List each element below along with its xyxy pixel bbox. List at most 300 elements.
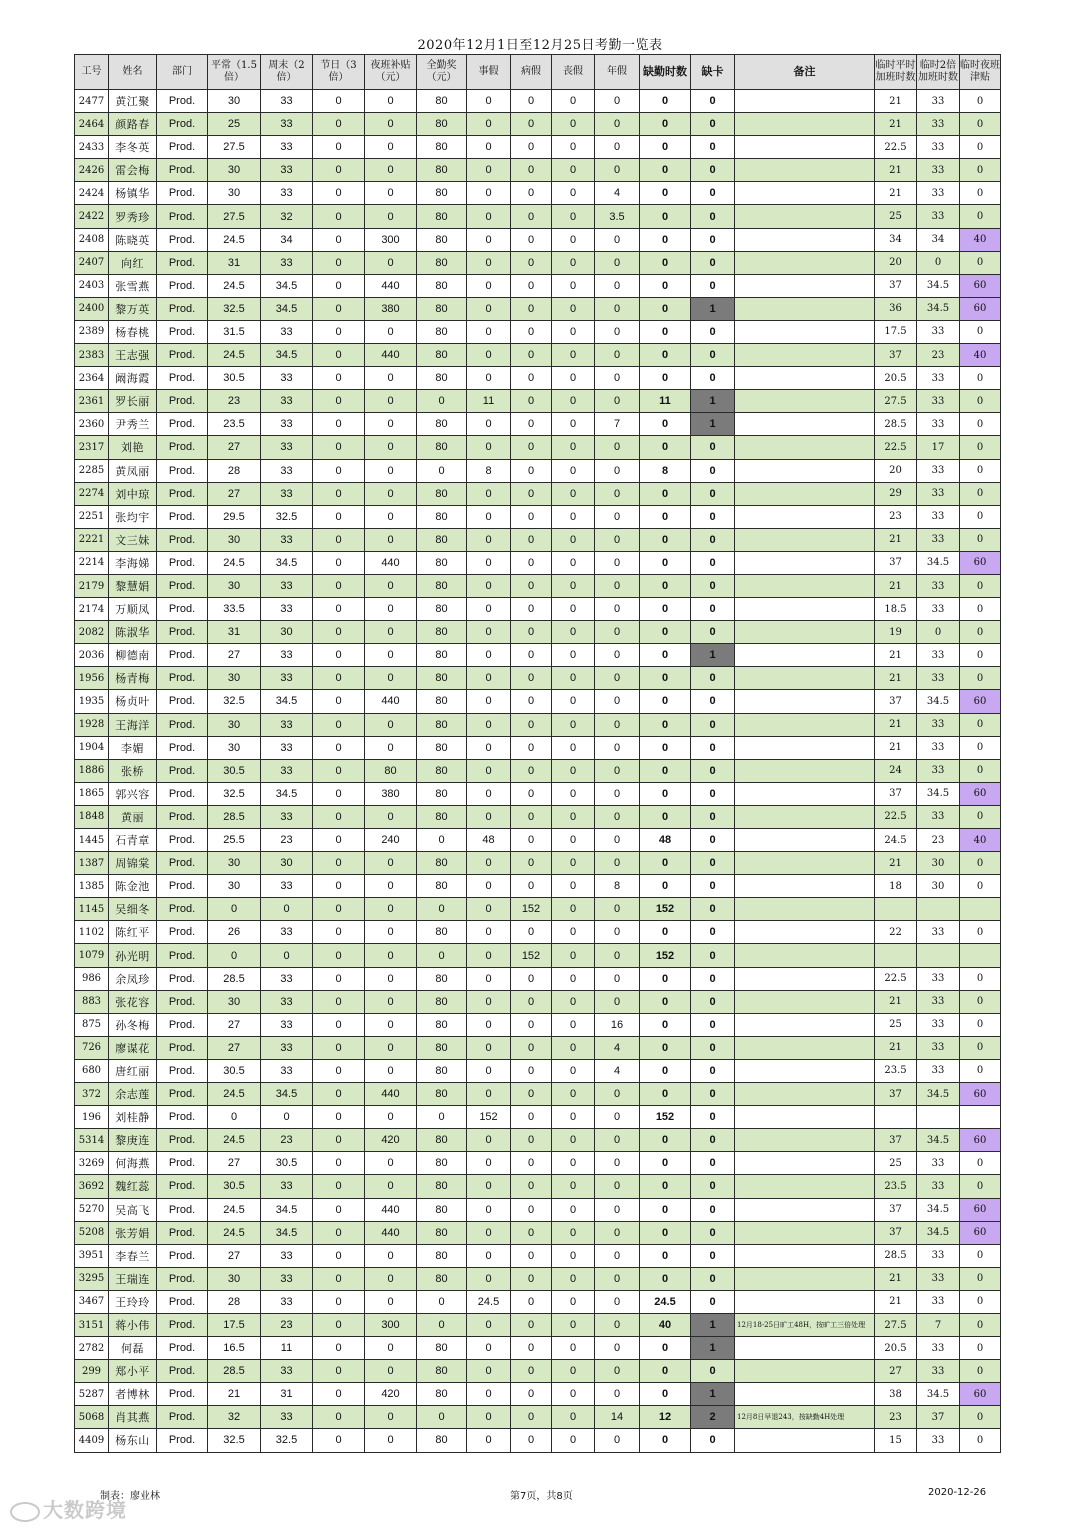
table-cell: 魏红蕊 <box>109 1175 157 1198</box>
table-row <box>75 413 1001 436</box>
table-cell: 0 <box>552 1244 595 1267</box>
table-cell: 0 <box>691 182 735 205</box>
table-cell: 0 <box>511 1198 552 1221</box>
table-cell: 0 <box>313 113 365 136</box>
table-cell <box>875 944 917 967</box>
table-cell <box>735 482 875 505</box>
table-cell: 0 <box>691 205 735 228</box>
table-cell: 0 <box>261 944 313 967</box>
table-row <box>75 759 1001 782</box>
table-cell: 0 <box>313 1267 365 1290</box>
table-cell: Prod. <box>157 621 208 644</box>
table-cell: 60 <box>960 1383 1001 1406</box>
table-cell: 875 <box>75 1013 109 1036</box>
table-cell: 23 <box>261 1313 313 1336</box>
table-cell: 0 <box>960 736 1001 759</box>
table-cell: 30 <box>208 990 261 1013</box>
table-cell: 罗秀珍 <box>109 205 157 228</box>
table-cell: 34.5 <box>917 297 960 320</box>
table-cell <box>735 1267 875 1290</box>
table-cell: 30.5 <box>261 1152 313 1175</box>
table-cell: 王志强 <box>109 344 157 367</box>
table-cell: 16 <box>595 1013 640 1036</box>
table-cell: 0 <box>467 667 511 690</box>
table-cell: 0 <box>960 805 1001 828</box>
table-cell: 0 <box>467 297 511 320</box>
table-cell: 33 <box>917 967 960 990</box>
table-cell: 黄凤丽 <box>109 459 157 482</box>
table-cell: 5287 <box>75 1383 109 1406</box>
table-cell: 0 <box>960 667 1001 690</box>
table-cell: 80 <box>417 1129 467 1152</box>
table-cell: 33 <box>261 667 313 690</box>
table-cell: 0 <box>552 852 595 875</box>
table-cell: 152 <box>640 898 691 921</box>
table-cell: 80 <box>417 228 467 251</box>
table-cell: 2424 <box>75 182 109 205</box>
table-cell: 80 <box>417 690 467 713</box>
table-cell: 25 <box>875 1152 917 1175</box>
table-cell <box>735 182 875 205</box>
table-cell: 0 <box>691 1290 735 1313</box>
table-cell: 30 <box>208 159 261 182</box>
table-cell: 440 <box>365 274 417 297</box>
table-cell: 1 <box>691 1337 735 1360</box>
table-cell: 0 <box>313 228 365 251</box>
table-cell: 0 <box>467 1267 511 1290</box>
table-cell: Prod. <box>157 829 208 852</box>
table-cell: 0 <box>640 1221 691 1244</box>
table-cell: 17 <box>917 436 960 459</box>
table-cell: 0 <box>467 1221 511 1244</box>
table-cell: 33 <box>261 436 313 459</box>
table-cell: 0 <box>511 1244 552 1267</box>
table-cell: 0 <box>467 1083 511 1106</box>
table-cell: 1102 <box>75 921 109 944</box>
table-cell: 21 <box>875 713 917 736</box>
footer-date: 2020-12-26 <box>928 1487 987 1498</box>
table-cell: 孙光明 <box>109 944 157 967</box>
table-cell <box>735 829 875 852</box>
table-cell: 33 <box>917 528 960 551</box>
table-cell: Prod. <box>157 736 208 759</box>
table-row <box>75 1290 1001 1313</box>
table-cell <box>735 1013 875 1036</box>
table-cell: 24.5 <box>208 274 261 297</box>
table-cell: 0 <box>691 921 735 944</box>
table-cell <box>735 251 875 274</box>
table-cell: 33 <box>917 736 960 759</box>
table-cell: 0 <box>511 113 552 136</box>
table-cell: 27.5 <box>875 1313 917 1336</box>
table-cell: 0 <box>467 1406 511 1429</box>
table-cell: 2274 <box>75 482 109 505</box>
table-row <box>75 967 1001 990</box>
table-cell: 1 <box>691 390 735 413</box>
table-cell: 2426 <box>75 159 109 182</box>
table-cell: 5270 <box>75 1198 109 1221</box>
table-cell: 万顺凤 <box>109 598 157 621</box>
table-cell: 0 <box>552 759 595 782</box>
table-cell: 0 <box>467 528 511 551</box>
table-cell: 0 <box>365 436 417 459</box>
table-cell: 34.5 <box>261 1198 313 1221</box>
table-cell: 0 <box>467 274 511 297</box>
table-cell: 0 <box>467 1429 511 1452</box>
table-cell: 33 <box>917 1360 960 1383</box>
table-cell: 0 <box>640 1129 691 1152</box>
table-cell: 0 <box>595 1313 640 1336</box>
table-cell: 0 <box>313 621 365 644</box>
table-cell: 420 <box>365 1129 417 1152</box>
table-cell: 0 <box>640 1429 691 1452</box>
table-cell: 33 <box>261 1059 313 1082</box>
table-cell: 1 <box>691 413 735 436</box>
table-cell: 27.5 <box>208 205 261 228</box>
table-cell: 60 <box>960 1129 1001 1152</box>
table-cell: Prod. <box>157 159 208 182</box>
table-cell: 2364 <box>75 367 109 390</box>
table-cell: 0 <box>365 505 417 528</box>
table-cell: 0 <box>552 829 595 852</box>
header-cell: 部门 <box>157 55 208 90</box>
table-cell: 33 <box>261 967 313 990</box>
table-cell: 0 <box>691 1106 735 1129</box>
table-cell: 0 <box>511 228 552 251</box>
table-cell: 60 <box>960 1083 1001 1106</box>
table-cell: 0 <box>640 805 691 828</box>
table-cell: 0 <box>691 621 735 644</box>
table-cell: 32.5 <box>261 505 313 528</box>
table-cell: 20.5 <box>875 1337 917 1360</box>
table-cell: 60 <box>960 551 1001 574</box>
table-cell: 0 <box>467 182 511 205</box>
table-cell <box>735 159 875 182</box>
table-cell: 33 <box>917 1013 960 1036</box>
table-cell: 0 <box>511 1290 552 1313</box>
table-cell: 33 <box>917 1175 960 1198</box>
table-cell: Prod. <box>157 1221 208 1244</box>
table-cell: 0 <box>595 852 640 875</box>
table-cell: 石青章 <box>109 829 157 852</box>
table-cell: 0 <box>691 898 735 921</box>
table-row <box>75 805 1001 828</box>
table-cell: 34.5 <box>261 1083 313 1106</box>
table-row <box>75 1383 1001 1406</box>
table-cell: 33 <box>261 182 313 205</box>
table-cell: 0 <box>640 1337 691 1360</box>
table-cell: 7 <box>917 1313 960 1336</box>
table-cell: 33 <box>261 136 313 159</box>
table-cell: 0 <box>552 320 595 343</box>
table-cell: 0 <box>313 644 365 667</box>
table-cell: 0 <box>365 1244 417 1267</box>
table-cell: Prod. <box>157 459 208 482</box>
table-row <box>75 1059 1001 1082</box>
table-cell: 0 <box>467 621 511 644</box>
table-cell: 80 <box>417 551 467 574</box>
table-cell: 2174 <box>75 598 109 621</box>
table-cell: 0 <box>595 898 640 921</box>
table-cell: 28.5 <box>208 967 261 990</box>
table-cell: 0 <box>552 1267 595 1290</box>
table-cell <box>735 736 875 759</box>
table-cell: Prod. <box>157 967 208 990</box>
table-cell: 299 <box>75 1360 109 1383</box>
table-cell: 0 <box>595 274 640 297</box>
header-cell: 临时平时加班时数 <box>875 55 917 90</box>
table-cell: Prod. <box>157 205 208 228</box>
table-cell: 0 <box>467 967 511 990</box>
table-cell: 0 <box>417 1313 467 1336</box>
table-cell: 0 <box>552 574 595 597</box>
table-row <box>75 1360 1001 1383</box>
table-cell: 80 <box>417 644 467 667</box>
table-cell: 24.5 <box>208 228 261 251</box>
table-cell: 吴高飞 <box>109 1198 157 1221</box>
table-cell: 30.5 <box>208 1175 261 1198</box>
table-cell: 0 <box>552 921 595 944</box>
table-cell: 0 <box>365 182 417 205</box>
table-cell: 何海燕 <box>109 1152 157 1175</box>
header-cell: 临时夜班津贴 <box>960 55 1001 90</box>
table-cell: 0 <box>417 390 467 413</box>
table-cell: 33 <box>261 1175 313 1198</box>
table-cell: 0 <box>552 528 595 551</box>
table-cell: 40 <box>960 829 1001 852</box>
table-cell: 30 <box>208 1267 261 1290</box>
table-cell: 0 <box>467 1129 511 1152</box>
table-cell: 0 <box>640 1083 691 1106</box>
table-cell: 张芳娟 <box>109 1221 157 1244</box>
table-cell: 29 <box>875 482 917 505</box>
table-cell: 0 <box>640 436 691 459</box>
table-cell: 30 <box>261 621 313 644</box>
table-cell: 0 <box>595 1360 640 1383</box>
table-cell: 33 <box>917 574 960 597</box>
table-cell: 152 <box>511 898 552 921</box>
table-cell: 80 <box>417 1360 467 1383</box>
table-cell: 1387 <box>75 852 109 875</box>
table-cell: 吴细冬 <box>109 898 157 921</box>
table-cell: 80 <box>417 1383 467 1406</box>
table-cell: 0 <box>960 1152 1001 1175</box>
table-cell: 0 <box>511 551 552 574</box>
table-cell: 0 <box>552 1313 595 1336</box>
table-cell: 33 <box>261 1360 313 1383</box>
table-cell <box>735 644 875 667</box>
table-cell: 0 <box>691 1244 735 1267</box>
table-cell: 0 <box>960 574 1001 597</box>
table-cell: 0 <box>313 182 365 205</box>
table-cell <box>735 875 875 898</box>
table-cell: 0 <box>691 1429 735 1452</box>
table-cell: 27 <box>875 1360 917 1383</box>
table-cell: 0 <box>511 1083 552 1106</box>
table-cell: 2179 <box>75 574 109 597</box>
table-cell: 0 <box>261 898 313 921</box>
table-cell: 240 <box>365 829 417 852</box>
table-cell: 0 <box>552 805 595 828</box>
table-cell: Prod. <box>157 320 208 343</box>
table-cell: 0 <box>691 875 735 898</box>
table-cell: 2477 <box>75 90 109 113</box>
table-cell: 440 <box>365 1198 417 1221</box>
table-cell: 0 <box>960 90 1001 113</box>
table-cell: 0 <box>552 898 595 921</box>
table-cell: 80 <box>417 159 467 182</box>
watermark-text: 大数跨境 <box>43 1498 127 1522</box>
table-cell: 0 <box>595 505 640 528</box>
table-cell: Prod. <box>157 1360 208 1383</box>
table-cell: 32.5 <box>208 782 261 805</box>
table-cell: 33 <box>261 482 313 505</box>
table-cell: 0 <box>960 367 1001 390</box>
table-cell: Prod. <box>157 436 208 459</box>
table-cell <box>735 1152 875 1175</box>
table-cell: 24.5 <box>208 344 261 367</box>
table-cell: 0 <box>691 598 735 621</box>
table-cell: Prod. <box>157 1129 208 1152</box>
table-row <box>75 1152 1001 1175</box>
table-row <box>75 852 1001 875</box>
header-cell: 丧假 <box>552 55 595 90</box>
table-cell: 0 <box>467 782 511 805</box>
table-cell: 0 <box>552 505 595 528</box>
table-cell: 0 <box>552 1429 595 1452</box>
table-cell: 0 <box>313 1013 365 1036</box>
table-cell: 152 <box>511 944 552 967</box>
table-cell: 0 <box>960 528 1001 551</box>
table-cell <box>735 297 875 320</box>
table-cell: 0 <box>313 136 365 159</box>
table-cell: 0 <box>691 1175 735 1198</box>
table-cell: 0 <box>960 990 1001 1013</box>
table-cell <box>735 274 875 297</box>
table-cell: 25 <box>875 1013 917 1036</box>
table-row <box>75 690 1001 713</box>
table-cell <box>735 136 875 159</box>
table-cell: 0 <box>511 644 552 667</box>
table-cell: 0 <box>511 1059 552 1082</box>
table-cell: 2036 <box>75 644 109 667</box>
table-cell: 27 <box>208 1244 261 1267</box>
table-cell: 0 <box>595 759 640 782</box>
table-cell: 80 <box>417 367 467 390</box>
table-cell: 80 <box>417 967 467 990</box>
table-cell: 22.5 <box>875 436 917 459</box>
table-cell: 80 <box>417 1429 467 1452</box>
table-cell: 0 <box>511 1129 552 1152</box>
table-cell: 40 <box>960 228 1001 251</box>
table-cell: 0 <box>691 367 735 390</box>
table-cell: 0 <box>691 852 735 875</box>
table-cell <box>735 90 875 113</box>
table-cell: 372 <box>75 1083 109 1106</box>
table-cell <box>960 944 1001 967</box>
table-cell: 80 <box>417 1198 467 1221</box>
table-cell <box>735 574 875 597</box>
table-cell: 0 <box>595 1198 640 1221</box>
table-cell: 0 <box>313 1429 365 1452</box>
table-cell: 80 <box>417 1244 467 1267</box>
table-cell: 0 <box>313 528 365 551</box>
table-cell: 0 <box>313 1083 365 1106</box>
table-cell: 0 <box>313 251 365 274</box>
table-cell: 0 <box>467 644 511 667</box>
table-cell: 0 <box>960 1244 1001 1267</box>
table-cell: 0 <box>640 528 691 551</box>
table-cell: 0 <box>467 1383 511 1406</box>
table-cell: 0 <box>467 136 511 159</box>
table-cell: 2221 <box>75 528 109 551</box>
table-cell: 0 <box>691 505 735 528</box>
table-cell: 40 <box>640 1313 691 1336</box>
table-cell: 0 <box>467 1175 511 1198</box>
table-cell: 0 <box>365 251 417 274</box>
table-cell: 0 <box>960 413 1001 436</box>
table-cell: 1865 <box>75 782 109 805</box>
table-cell <box>735 344 875 367</box>
table-cell: 0 <box>960 1337 1001 1360</box>
table-cell: 80 <box>417 1083 467 1106</box>
table-cell: 唐红丽 <box>109 1059 157 1082</box>
table-cell: 80 <box>417 667 467 690</box>
table-cell: 0 <box>691 1267 735 1290</box>
table-cell: 0 <box>313 1106 365 1129</box>
table-cell: 0 <box>511 805 552 828</box>
table-cell: 80 <box>417 205 467 228</box>
table-cell <box>735 205 875 228</box>
table-cell: 0 <box>640 598 691 621</box>
table-cell: 22.5 <box>875 967 917 990</box>
table-cell: 柳德南 <box>109 644 157 667</box>
table-cell: 0 <box>511 1360 552 1383</box>
table-cell: 0 <box>595 621 640 644</box>
table-cell: 22 <box>875 921 917 944</box>
table-cell: 0 <box>313 205 365 228</box>
table-cell: 0 <box>640 482 691 505</box>
table-cell: 0 <box>313 736 365 759</box>
table-cell: 12月8日早退243，按缺勤4H处理 <box>735 1406 875 1429</box>
table-cell: 刘中琼 <box>109 482 157 505</box>
table-cell: 27 <box>208 1013 261 1036</box>
table-cell: 0 <box>691 944 735 967</box>
table-row <box>75 782 1001 805</box>
table-cell: 80 <box>417 1267 467 1290</box>
table-cell: Prod. <box>157 1429 208 1452</box>
table-cell: 27 <box>208 436 261 459</box>
table-cell: 20.5 <box>875 367 917 390</box>
table-cell: 0 <box>595 782 640 805</box>
table-cell: 1079 <box>75 944 109 967</box>
table-cell <box>917 898 960 921</box>
table-cell: 34.5 <box>917 1198 960 1221</box>
table-cell: Prod. <box>157 1013 208 1036</box>
table-cell: 郭兴容 <box>109 782 157 805</box>
table-cell: 0 <box>511 482 552 505</box>
table-cell: 0 <box>365 1036 417 1059</box>
table-cell: 33 <box>261 1244 313 1267</box>
table-cell: 0 <box>595 1383 640 1406</box>
table-cell: 440 <box>365 1221 417 1244</box>
table-cell: 80 <box>417 759 467 782</box>
table-cell: 0 <box>640 921 691 944</box>
table-cell: 21 <box>875 182 917 205</box>
table-cell: 33 <box>261 113 313 136</box>
table-cell: 0 <box>467 759 511 782</box>
table-cell: 0 <box>365 1429 417 1452</box>
